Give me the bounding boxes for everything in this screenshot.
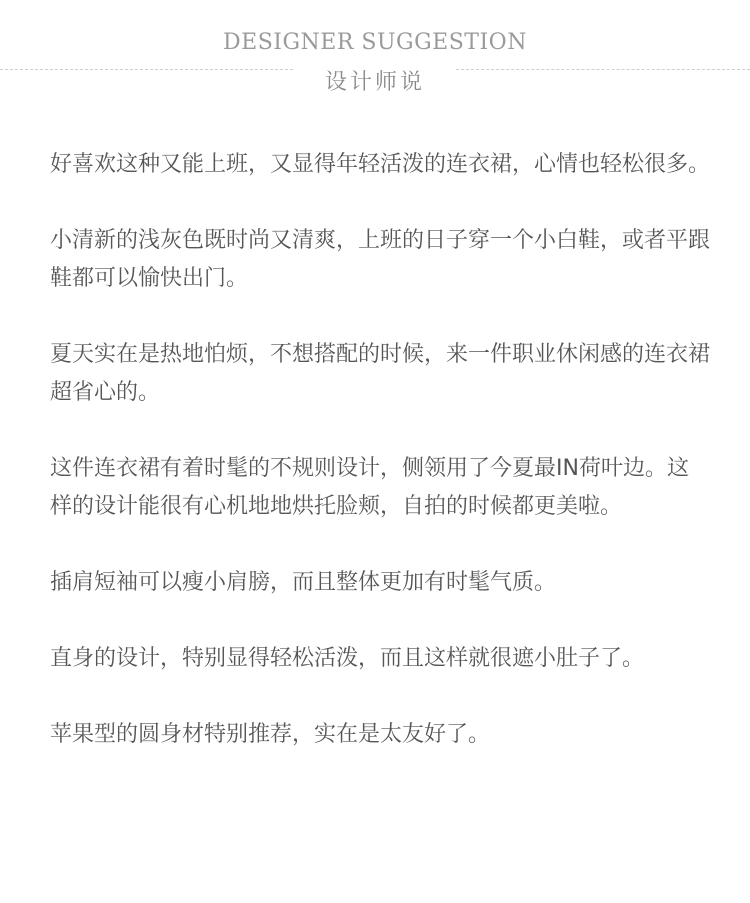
paragraph: 夏天实在是热地怕烦，不想搭配的时候，来一件职业休闲感的连衣裙超省心的。 (50, 342, 711, 405)
paragraph: 这件连衣裙有着时髦的不规则设计，侧领用了今夏最IN荷叶边。这样的设计能很有心机地地烘托脸颊，自拍的时候都更美啦。 (50, 456, 689, 519)
header-title-zh: 设计师说 (324, 70, 425, 95)
header-title-en: DESIGNER SUGGESTION (223, 30, 527, 55)
suggestion-text (50, 146, 710, 792)
paragraph: 直身的设计，特别显得轻松活泼，而且这样就很遮小肚子了。 (50, 646, 645, 671)
paragraph: 小清新的浅灰色既时尚又清爽，上班的日子穿一个小白鞋，或者平跟鞋都可以愉快出门。 (50, 228, 711, 291)
paragraph: 插肩短袖可以瘦小肩膀，而且整体更加有时髦气质。 (50, 570, 557, 595)
paragraph: 好喜欢这种又能上班，又显得年轻活泼的连衣裙，心情也轻松很多。 (50, 152, 711, 177)
paragraph: 苹果型的圆身材特别推荐，实在是太友好了。 (50, 722, 491, 747)
section-header (0, 28, 750, 98)
